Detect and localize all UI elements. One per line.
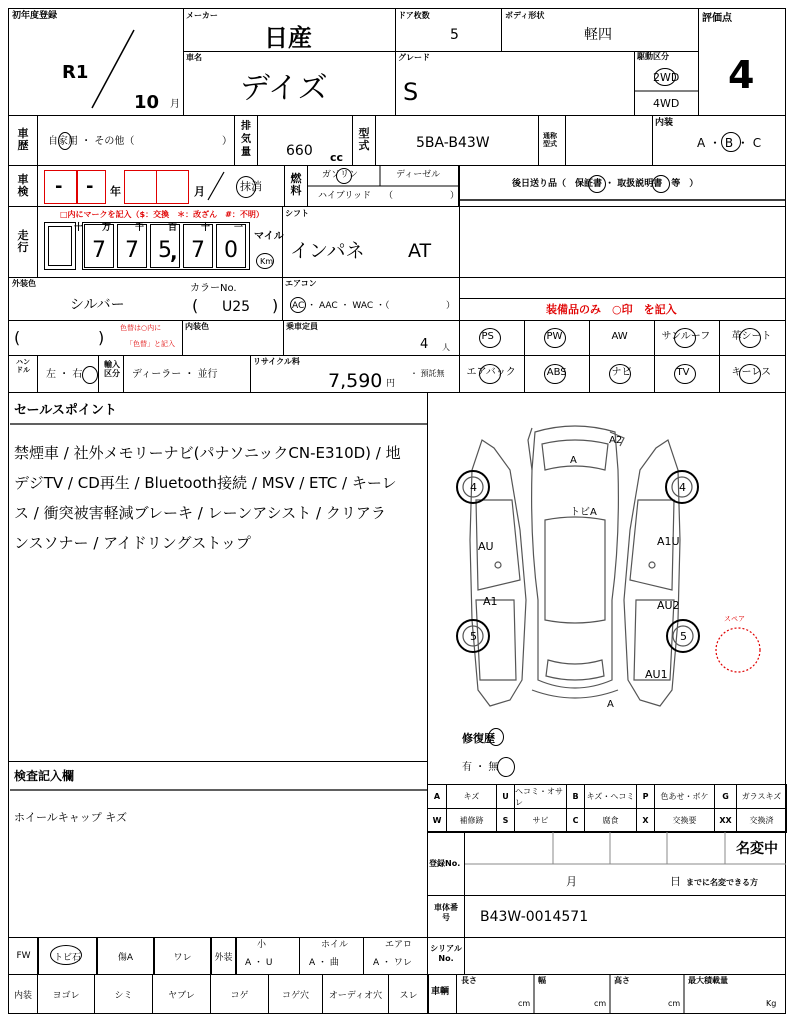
legend-cell: S [496, 808, 515, 833]
type-value: 5BA-B43W [416, 135, 490, 151]
first-reg-era: R1 [62, 62, 89, 83]
history-text: 自家用 ・ その他（ [48, 136, 135, 147]
color-no-open: ( [192, 296, 199, 315]
fw-group-value: A ・ 曲 [309, 958, 339, 968]
shift-label: シフト [285, 209, 309, 218]
legend-cell: キズ・ヘコミ [584, 784, 637, 809]
legend-cell: B [566, 784, 585, 809]
interior-damage-cell: 内装 [8, 974, 38, 1014]
displacement-value: 660 [286, 143, 313, 159]
interior-label: 内装 [655, 118, 674, 128]
legend-cell: XX [714, 808, 737, 833]
legend-cell: P [636, 784, 655, 809]
first-reg-month-unit: 月 [170, 99, 180, 110]
fuel-label: 燃料 [290, 172, 302, 197]
mark-tire-rr: 5 [680, 630, 687, 643]
legend-cell: 腐食 [584, 808, 637, 833]
docs-text: 後日送り品（ 保証書 ・ 取扱説明書 等 ） [512, 179, 699, 189]
fw-cell: トビ石 [37, 937, 98, 975]
mark-au: AU [478, 540, 494, 553]
mark-a2: A2 [609, 435, 623, 446]
maker-value: 日産 [264, 24, 312, 52]
legend-cell: X [636, 808, 655, 833]
color-change-note2: 「色替」と記入 [126, 340, 175, 348]
capacity-value: 4 [420, 337, 429, 352]
width-unit: cm [594, 999, 607, 1008]
fuel-gasoline: ガソリン [322, 170, 359, 180]
legend-cell: U [496, 784, 515, 809]
maker-label: メーカー [186, 11, 218, 20]
import-value: ディーラー ・ 並行 [132, 369, 218, 380]
equipment-label: TV [676, 367, 690, 378]
recycle-value: 7,590 [328, 370, 383, 392]
sales-line: 禁煙車 / 社外メモリーナビ(パナソニックCN-E310D) / 地 [14, 444, 401, 462]
fw-group-value: A ・ ワレ [373, 958, 412, 968]
fw-cell: ワレ [153, 937, 212, 975]
mark-spare: スペア [724, 615, 745, 623]
legend-cell: キズ [446, 784, 497, 809]
equipment-label: PW [546, 331, 563, 342]
fuel-diesel: ディーゼル [396, 170, 441, 180]
body-label: ボディ形状 [505, 11, 545, 20]
mark-tire-rl: 5 [470, 630, 477, 643]
sales-line: ス / 衝突被害軽減ブレーキ / レーンアシスト / クリアラ [14, 504, 386, 522]
mileage-digit: 7 [125, 238, 139, 263]
mileage-note: □内にマークを記入（$：交換 ＊：改ざん #：不明） [60, 210, 264, 219]
interior-color-label: 内装色 [185, 322, 209, 331]
fw-cell: 傷A [96, 937, 155, 975]
width-label: 幅 [538, 976, 546, 985]
registration-day: 日 [670, 875, 681, 888]
color-no-label: カラーNo. [190, 283, 237, 294]
type-label: 型式 [358, 127, 370, 152]
max-load-unit: Kg [766, 999, 777, 1008]
km-label: Km [260, 257, 274, 266]
score-value: 4 [728, 53, 755, 97]
handle-label: ハンドル [16, 358, 30, 374]
mark-a-bottom: A [607, 699, 614, 710]
fw-group-head: 小 [257, 940, 267, 950]
equipment-label: PS [481, 331, 494, 342]
exterior-color: シルバー [70, 297, 125, 313]
recycle-label: リサイクル料 [253, 357, 300, 366]
mileage-unit-label: 千 [135, 223, 145, 233]
shift-value: インパネ [290, 240, 365, 262]
mileage-unit-label: 十 [74, 223, 84, 233]
model-name-value: デイズ [240, 71, 328, 106]
legend-cell: ガラスキズ [736, 784, 787, 809]
legend-cell: 交換済 [736, 808, 787, 833]
mark-a1: A1 [483, 595, 498, 608]
mileage-unit-label: 十 [201, 223, 211, 233]
equipment-header: 装備品のみ ○印 を記入 [546, 303, 677, 316]
mark-au2: AU2 [657, 599, 680, 612]
fw-cell: 外装 [210, 937, 237, 975]
dims-label: 車輌 [431, 987, 450, 997]
sales-line: デジTV / CD再生 / Bluetooth接続 / MSV / ETC / キーレ [14, 474, 397, 492]
interior-damage-cell: スレ [388, 974, 429, 1014]
history-close: ） [222, 136, 232, 147]
drive-label: 駆動区分 [637, 52, 669, 61]
mileage-unit-label: 百 [168, 223, 178, 233]
sales-label: セールスポイント [14, 403, 117, 418]
mark-tire-fl: 4 [470, 481, 477, 494]
equipment-label: ABS [546, 367, 567, 378]
displacement-label: 排気量 [241, 121, 251, 158]
legend-cell: 補修跡 [446, 808, 497, 833]
inspection-dash2: - [86, 176, 94, 197]
length-label: 長さ [461, 976, 477, 985]
interior-grades: A ・ B ・ C [697, 136, 762, 150]
mile-label: マイル [254, 231, 284, 242]
equipment-label: サンルーフ [661, 331, 711, 342]
history-label: 車歴 [17, 127, 29, 152]
inspection-notes-text: ホイールキャップ キズ [14, 811, 128, 824]
mark-a1u: A1U [657, 535, 680, 548]
repair-value: 有 ・ 無 [462, 762, 499, 773]
interior-damage-cell: オーディオ穴 [322, 974, 389, 1014]
legend-cell: C [566, 808, 585, 833]
handle-value: 左 ・ 右 [46, 369, 83, 380]
repair-label: 修復歴 [462, 732, 495, 745]
equipment-label: 革シート [731, 331, 772, 342]
mileage-digit: 7 [191, 238, 205, 263]
height-unit: cm [668, 999, 681, 1008]
body-value: 軽四 [584, 27, 612, 43]
fw-group-value: A ・ U [245, 958, 273, 968]
color-no-close: ) [272, 296, 279, 315]
displacement-unit: cc [330, 151, 344, 164]
length-unit: cm [518, 999, 531, 1008]
equipment-label: キーレス [731, 367, 771, 378]
grade-value: S [403, 78, 419, 106]
doors-value: 5 [450, 27, 459, 43]
color-change-open: ( [14, 328, 21, 347]
grade-label: グレード [398, 53, 430, 62]
import-label: 輸入区分 [104, 360, 120, 378]
score-label: 評価点 [702, 13, 732, 24]
fuel-hybrid-close: ） [450, 191, 460, 201]
mileage-unit-label: 万 [102, 223, 112, 233]
color-no-value: U25 [222, 299, 251, 315]
shift-type: AT [408, 240, 432, 262]
interior-damage-cell: シミ [94, 974, 153, 1014]
registration-month: 月 [566, 875, 577, 888]
legend-cell: G [714, 784, 737, 809]
fuel-hybrid-paren: （ [384, 191, 394, 201]
capacity-unit: 人 [442, 343, 450, 352]
inspection-month: 月 [194, 185, 205, 198]
interior-damage-cell: コゲ穴 [268, 974, 323, 1014]
inspection-dash1: - [55, 176, 63, 197]
inspection-notes-label: 検査記入欄 [14, 769, 75, 783]
mark-a-top: A [570, 455, 577, 466]
mileage-digit: 0 [224, 238, 238, 263]
chassis-value: B43W-0014571 [480, 909, 589, 925]
first-reg-label: 初年度登録 [12, 11, 58, 21]
mileage-digit: 7 [92, 238, 106, 263]
capacity-label: 乗車定員 [286, 322, 318, 331]
mileage-digit: 5 [158, 238, 172, 263]
mileage-unit-label: 一 [234, 223, 244, 233]
chassis-label: 車体番号 [434, 903, 458, 922]
fw-cell: FW [8, 937, 39, 975]
name-change: 名変中 [736, 841, 778, 857]
legend-cell: W [427, 808, 447, 833]
interior-damage-cell: コゲ [210, 974, 269, 1014]
recycle-deposit: ・ 預託無 [410, 369, 445, 378]
ac-label: エアコン [285, 279, 317, 288]
inspection-expired: 抹消 [240, 180, 262, 193]
max-load-label: 最大積載量 [688, 976, 728, 985]
first-reg-month: 10 [134, 92, 160, 113]
mileage-label: 走行 [17, 229, 29, 254]
exterior-label: 外装色 [12, 279, 36, 288]
ac-options: AC ・ AAC ・ WAC ・（ [292, 301, 390, 311]
drive-2wd: 2WD [653, 71, 680, 84]
recycle-yen: 円 [386, 379, 396, 389]
mark-tire-fr: 4 [679, 481, 686, 494]
legend-cell: A [427, 784, 447, 809]
common-type-label: 通称型式 [543, 132, 557, 148]
mark-au1: AU1 [645, 668, 668, 681]
registration-deadline: までに名変できる方 [686, 878, 758, 887]
registration-label: 登録No. [429, 859, 461, 868]
height-label: 高さ [614, 976, 630, 985]
sales-line: ンスソナー / アイドリングストップ [14, 534, 251, 552]
model-name-label: 車名 [186, 53, 202, 62]
equipment-label: ナビ [611, 367, 632, 378]
interior-damage-cell: ヤブレ [152, 974, 211, 1014]
drive-4wd: 4WD [653, 97, 680, 110]
fw-group-head: ホイル [321, 940, 349, 950]
equipment-label: AW [611, 331, 628, 342]
inspection-year: 年 [110, 185, 121, 198]
mileage-comma: , [170, 240, 178, 264]
mark-tobi: トビA [570, 507, 597, 518]
ac-close: ） [446, 301, 456, 311]
legend-cell: 交換要 [654, 808, 715, 833]
legend-cell: ヘコミ・オサレ [514, 784, 567, 809]
legend-cell: サビ [514, 808, 567, 833]
legend-cell: 色あせ・ボケ [654, 784, 715, 809]
color-change-note1: 色替は○内に [120, 324, 162, 332]
fuel-hybrid: ハイブリッド [318, 191, 372, 201]
interior-damage-cell: ヨゴレ [37, 974, 95, 1014]
equipment-label: エアバック [466, 367, 516, 378]
fw-group-head: エアロ [385, 940, 413, 950]
doors-label: ドア枚数 [398, 11, 430, 20]
serial-label: シリアルNo. [430, 944, 462, 963]
inspection-label: 車検 [17, 173, 29, 198]
color-change-close: ) [98, 328, 105, 347]
